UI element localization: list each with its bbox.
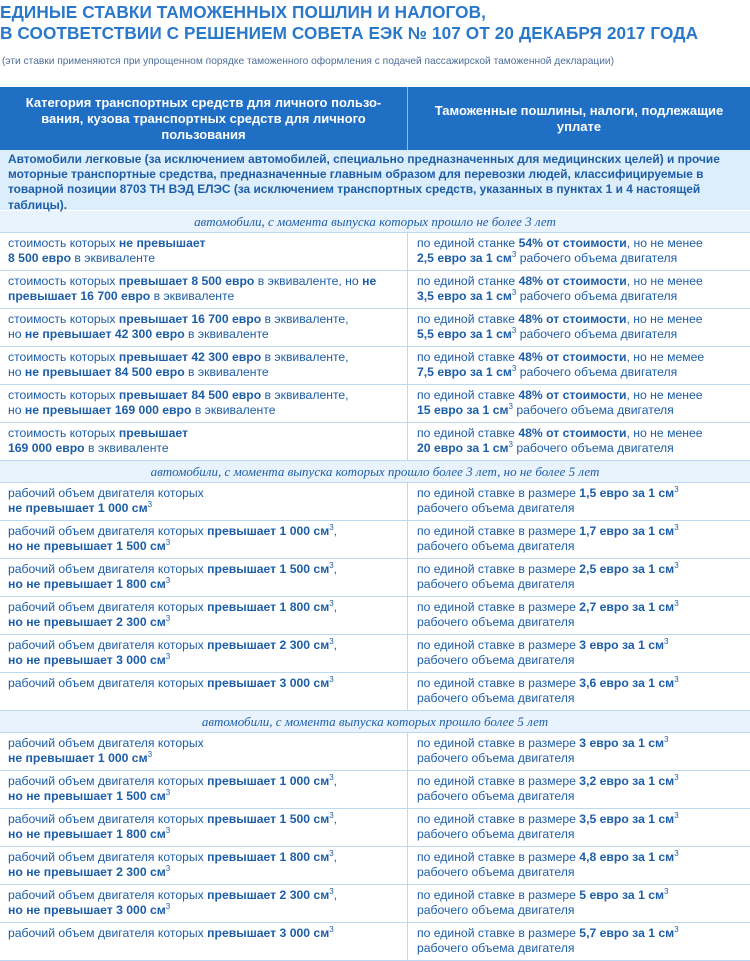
superscript: 3 [329,848,334,858]
superscript: 3 [674,674,679,684]
table-row [0,271,750,309]
bold-text: превышает 2 300 см [207,888,330,902]
bold-text: 2,5 евро за 1 см [579,562,675,576]
bold-text: 5,5 евро за 1 см [417,327,512,341]
bold-text: но не превышает 3 000 см [8,653,166,667]
superscript: 3 [329,560,334,570]
text: рабочего объема двигателя [417,789,575,803]
bold-text: не превышает 1 000 см [8,501,148,515]
section-title: автомобили, с момента выпуска которых прошло более 5 лет [0,711,750,733]
superscript: 3 [329,636,334,646]
text: рабочего объема двигателя [417,501,575,515]
text: , но не менее [626,426,703,440]
document-header [0,0,750,69]
bold-text: не [362,274,377,288]
superscript: 3 [165,863,171,873]
text: но [8,365,25,379]
bold-text: 3 евро за 1 см [579,638,665,652]
text: рабочий объем двигателя которых [8,486,204,500]
table-body [0,211,750,961]
text: стоимость которых [8,312,119,326]
bold-text: превышает [118,426,188,440]
bold-text: 48% от стоимости [518,388,627,402]
bold-text: 3,2 евро за 1 см [579,774,675,788]
superscript: 3 [511,249,517,259]
row-condition [0,559,408,596]
bold-text: 1,5 евро за 1 см [579,486,675,500]
row-condition [0,673,408,710]
bold-text: не превышает 1 000 см [8,751,148,765]
header-duties: Таможенные пошлины, налоги, подлежащие уплате [434,102,724,134]
text: , но не менее [626,274,703,288]
text: рабочий объем двигателя которых [8,676,208,690]
table-row [0,521,750,559]
text: , [333,888,338,902]
text: , [333,562,338,576]
table-row [0,673,750,711]
text: по единой ставке в размере [417,850,580,864]
text: по единой ставке [417,312,519,326]
bold-text: 48% от стоимости [518,312,627,326]
text: в эквиваленте [71,251,156,265]
table-row [0,309,750,347]
text: , но не менее [626,312,703,326]
table-row [0,635,750,673]
text: рабочего объема двигателя [417,653,575,667]
table-row [0,771,750,809]
row-rate [408,771,750,808]
text: в эквиваленте [84,441,169,455]
text: по единой ставке [417,388,519,402]
row-condition [0,809,408,846]
text: по единой ставке в размере [417,888,580,902]
bold-text: не превышает 84 500 евро [24,365,185,379]
row-rate [408,385,750,422]
text: рабочего объема двигателя [417,577,575,591]
superscript: 3 [511,325,517,335]
text: рабочего объема двигателя [516,289,678,303]
section-title: автомобили, с момента выпуска которых прошло более 3 лет, но не более 5 лет [0,461,750,483]
text: по единой ставке в размере [417,638,580,652]
text: рабочего объема двигателя [417,865,575,879]
row-condition [0,597,408,634]
text: по единой ставке в размере [417,736,580,750]
superscript: 3 [508,439,513,449]
table-row [0,423,750,461]
bold-text: превышает 84 500 евро [118,388,262,402]
text: по единой станке [417,236,519,250]
row-rate [408,559,750,596]
text: стоимость которых [8,350,119,364]
text: стоимость которых [8,274,119,288]
bold-text: но не превышает 1 800 см [8,827,166,841]
row-condition [0,233,408,270]
text: по единой ставке в размере [417,676,580,690]
bold-text: 169 000 евро [8,441,85,455]
bold-text: 3,6 евро за 1 см [579,676,675,690]
superscript: 3 [664,886,669,896]
superscript: 3 [329,810,334,820]
row-condition [0,347,408,384]
row-rate [408,521,750,558]
superscript: 3 [329,598,334,608]
text: рабочего объема двигателя [417,615,575,629]
text: по единой ставке в размере [417,486,580,500]
text: рабочего объема двигателя [417,903,575,917]
bold-text: не превышает [118,236,206,250]
bold-text: превышает 1 500 см [207,812,330,826]
text: в эквиваленте [184,365,269,379]
text: рабочий объем двигателя которых [8,888,208,902]
text: рабочий объем двигателя которых [8,600,208,614]
superscript: 3 [674,772,679,782]
row-rate [408,733,750,770]
text: рабочего объема двигателя [516,327,678,341]
superscript: 3 [165,575,171,585]
superscript: 3 [329,924,334,934]
bold-text: превышает 8 500 евро [118,274,255,288]
row-rate [408,847,750,884]
text: , [333,850,338,864]
text: рабочий объем двигателя которых [8,736,204,750]
row-condition [0,423,408,460]
text: стоимость которых [8,236,119,250]
text: в эквиваленте [184,327,269,341]
bold-text: но не превышает 3 000 см [8,903,166,917]
bold-text: 1,7 евро за 1 см [579,524,675,538]
table-row [0,923,750,961]
text: по единой ставке в размере [417,600,580,614]
bold-text: превышает 42 300 евро [118,350,262,364]
text: , [333,524,338,538]
row-rate [408,271,750,308]
text: рабочий объем двигателя которых [8,850,208,864]
superscript: 3 [165,787,171,797]
text: , но не мемее [626,350,705,364]
bold-text: 15 евро за 1 см [417,403,509,417]
text: рабочего объема двигателя [512,441,674,455]
bold-text: превышает 1 800 см [207,600,330,614]
superscript: 3 [165,901,171,911]
text: , [333,812,338,826]
header-category: Категория транспортных средств для личного пользо-вания, кузова транспортных средств для личного пользования [0,87,408,150]
text: по единой ставке в размере [417,812,580,826]
text: но [8,403,25,417]
text: рабочего объема двигателя [417,751,575,765]
bold-text: 54% от стоимости [518,236,627,250]
text: рабочего объема двигателя [512,403,674,417]
superscript: 3 [165,613,171,623]
text: , но не менее [626,236,703,250]
bold-text: 48% от стоимости [518,350,627,364]
superscript: 3 [664,734,669,744]
page-title [0,0,750,44]
bold-text: 7,5 евро за 1 см [417,365,512,379]
row-rate [408,423,750,460]
superscript: 3 [674,484,679,494]
bold-text: превышает 1 000 см [207,774,330,788]
rates-table [0,87,750,961]
bold-text: не превышает 169 000 евро [24,403,192,417]
bold-text: 3 евро за 1 см [579,736,665,750]
text: , [333,774,338,788]
row-rate [408,483,750,520]
text: рабочий объем двигателя которых [8,638,208,652]
table-row [0,597,750,635]
row-rate [408,673,750,710]
text: в эквиваленте, [261,312,349,326]
superscript: 3 [674,924,679,934]
bold-text: 20 евро за 1 см [417,441,509,455]
row-rate [408,923,750,960]
text: рабочий объем двигателя которых [8,926,208,940]
bold-text: 48% от стоимости [518,274,627,288]
bold-text: но не превышает 2 300 см [8,615,166,629]
text: по единой ставке в размере [417,926,580,940]
text: , но не менее [626,388,703,402]
row-rate [408,309,750,346]
table-row [0,885,750,923]
table-row [0,347,750,385]
row-condition [0,635,408,672]
category-description: Автомобили легковые (за исключением автомобилей, специально предназначенных для медицинских целей) и прочие моторные транспортные средства, предназначенные главным образом для перевозки людей, классифицируемые в товарной позиции 8703 ТН ВЭД ЕЛЭС (за исключением транспортных средств, указанных в пунктах 1 и 4 настоящей таблицы). [0,150,750,211]
text: по единой станке [417,274,519,288]
table-row [0,233,750,271]
table-row [0,483,750,521]
bold-text: не превышает 42 300 евро [24,327,185,341]
superscript: 3 [674,522,679,532]
row-condition [0,885,408,922]
bold-text: но не превышает 2 300 см [8,865,166,879]
bold-text: превышает 1 800 см [207,850,330,864]
table-row [0,733,750,771]
text: рабочий объем двигателя которых [8,812,208,826]
text: в эквиваленте, [261,350,349,364]
superscript: 3 [165,825,171,835]
text: рабочий объем двигателя которых [8,524,208,538]
table-row [0,559,750,597]
bold-text: 3,5 евро за 1 см [579,812,675,826]
text: стоимость которых [8,388,119,402]
table-row [0,809,750,847]
text: по единой ставке [417,350,519,364]
table-row [0,385,750,423]
row-condition [0,483,408,520]
row-condition [0,271,408,308]
superscript: 3 [508,401,513,411]
title-line-1: ЕДИНЫЕ СТАВКИ ТАМОЖЕННЫХ ПОШЛИН И НАЛОГОВ, [0,2,487,22]
bold-text: превышает 1 500 см [207,562,330,576]
row-condition [0,309,408,346]
text: в эквиваленте, [261,388,349,402]
text: рабочего объема двигателя [417,691,575,705]
bold-text: 5,7 евро за 1 см [579,926,675,940]
superscript: 3 [329,886,334,896]
superscript: 3 [674,560,679,570]
bold-text: но не превышает 1 500 см [8,789,166,803]
superscript: 3 [511,363,517,373]
row-rate [408,597,750,634]
text: по единой ставке в размере [417,524,580,538]
superscript: 3 [329,772,334,782]
bold-text: превышает 16 700 евро [8,289,151,303]
text: , [333,638,338,652]
superscript: 3 [664,636,669,646]
row-condition [0,385,408,422]
superscript: 3 [674,810,679,820]
text: стоимость которых [8,426,119,440]
superscript: 3 [147,499,153,509]
bold-text: но не превышает 1 500 см [8,539,166,553]
bold-text: превышает 3 000 см [207,926,330,940]
superscript: 3 [511,287,517,297]
row-condition [0,771,408,808]
table-row [0,847,750,885]
text: рабочий объем двигателя которых [8,774,208,788]
row-rate [408,809,750,846]
row-condition [0,733,408,770]
row-condition [0,521,408,558]
applicability-note: (эти ставки применяются при упрощенном порядке таможенного оформления с подачей пассажирской таможенной декларации) [2,56,615,67]
superscript: 3 [165,651,171,661]
superscript: 3 [147,749,153,759]
bold-text: 5 евро за 1 см [579,888,665,902]
row-rate [408,635,750,672]
text: по единой ставке [417,426,519,440]
bold-text: 2,5 евро за 1 см [417,251,512,265]
bold-text: превышает 2 300 см [207,638,330,652]
section-title: автомобили, с момента выпуска которых прошло не более 3 лет [0,211,750,233]
bold-text: 4,8 евро за 1 см [579,850,675,864]
bold-text: 48% от стоимости [518,426,627,440]
table-header [0,87,750,150]
bold-text: превышает 1 000 см [207,524,330,538]
row-condition [0,847,408,884]
text: по единой ставке в размере [417,562,580,576]
text: в эквиваленте [191,403,276,417]
row-rate [408,233,750,270]
row-rate [408,885,750,922]
text: в эквиваленте, но [254,274,363,288]
superscript: 3 [674,598,679,608]
bold-text: но не превышает 1 800 см [8,577,166,591]
text: в эквиваленте [150,289,235,303]
text: по единой ставке в размере [417,774,580,788]
text: , [333,600,338,614]
bold-text: 8 500 евро [8,251,72,265]
superscript: 3 [329,522,334,532]
superscript: 3 [674,848,679,858]
row-condition [0,923,408,960]
bold-text: 2,7 евро за 1 см [579,600,675,614]
row-rate [408,347,750,384]
bold-text: 3,5 евро за 1 см [417,289,512,303]
superscript: 3 [329,674,334,684]
text: рабочий объем двигателя которых [8,562,208,576]
text: рабочего объема двигателя [417,827,575,841]
text: рабочего объема двигателя [417,539,575,553]
text: рабочего объема двигателя [417,941,575,955]
bold-text: превышает 16 700 евро [118,312,262,326]
title-line-2: В СООТВЕТСТВИИ С РЕШЕНИЕМ СОВЕТА ЕЭК № 107 ОТ 20 ДЕКАБРЯ 2017 ГОДА [0,23,699,43]
text: но [8,327,25,341]
superscript: 3 [165,537,171,547]
text: рабочего объема двигателя [516,251,678,265]
bold-text: превышает 3 000 см [207,676,330,690]
text: рабочего объема двигателя [516,365,678,379]
